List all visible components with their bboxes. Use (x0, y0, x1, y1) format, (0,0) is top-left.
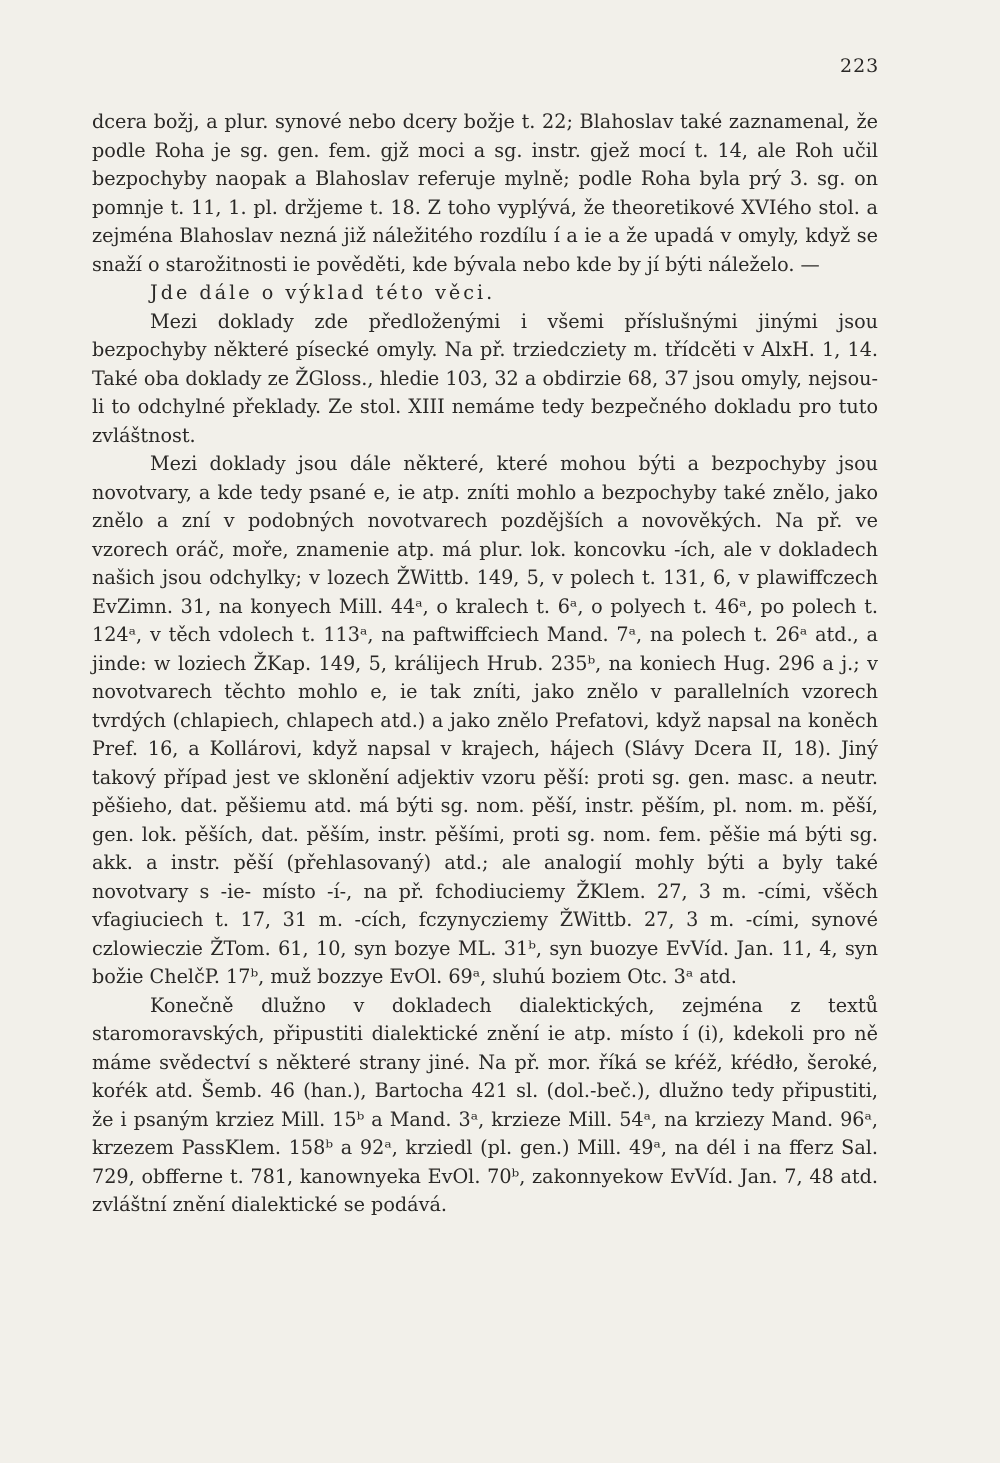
paragraph: Mezi doklady jsou dále některé, které mohou býti a bezpochyby jsou novotvary, a kde tedy psané e, ie atp. zníti mohlo a bezpochyby také znělo, jako znělo a zní v podobných novotvarech pozdějších a novověkých. Na př. ve vzorech oráč, moře, znamenie atp. má plur. lok. koncovku -ích, ale v dokladech našich jsou odchylky; v lozech ŽWittb. 149, 5, v polech t. 131, 6, v plawiffczech EvZimn. 31, na konyech Mill. 44ᵃ, o kralech t. 6ᵃ, o polyech t. 46ᵃ, po polech t. 124ᵃ, v těch vdolech t. 113ᵃ, na paftwiffciech Mand. 7ᵃ, na polech t. 26ᵃ atd., a jinde: w loziech ŽKap. 149, 5, králijech Hrub. 235ᵇ, na koniech Hug. 296 a j.; v novotvarech těchto mohlo e, ie tak zníti, jako znělo v parallelních vzorech tvrdých (chlapiech, chlapech atd.) a jako znělo Prefatovi, když napsal na koněch Pref. 16, a Kollárovi, když napsal v krajech, hájech (Slávy Dcera II, 18). Jiný takový případ jest ve sklonění adjektiv vzoru pěší: proti sg. gen. masc. a neutr. pěšieho, dat. pěšiemu atd. má býti sg. nom. pěší, instr. pěším, pl. nom. m. pěší, gen. lok. pěších, dat. pěším, instr. pěšími, proti sg. nom. fem. pěšie má býti sg. akk. a instr. pěší (přehlasovaný) atd.; ale analogií mohly býti a byly také novotvary s -ie- místo -í-, na př. fchodiuciemy ŽKlem. 27, 3 m. -cími, všěch vfagiuciech t. 17, 31 m. -cích, fczynycziemy ŽWittb. 27, 3 m. -cími, synové czlowieczie ŽTom. 61, 10, syn bozye ML. 31ᵇ, syn buozye EvVíd. Jan. 11, 4, syn božie ChelčP. 17ᵇ, muž bozzye EvOl. 69ᵃ, sluhú boziem Otc. 3ᵃ atd. (92, 452, 878, 988)
paragraph: Konečně dlužno v dokladech dialektických, zejména z textů staromoravských, připustiti dialektické znění ie atp. místo í (i), kdekoli pro ně máme svědectví s některé strany jiné. Na př. mor. říká se kŕéž, kŕédło, šeroké, koŕék atd. Šemb. 46 (han.), Bartocha 421 sl. (dol.-beč.), dlužno tedy připustiti, že i psaným krziez Mill. 15ᵇ a Mand. 3ᵃ, krzieze Mill. 54ᵃ, na krziezy Mand. 96ᵃ, krzezem PassKlem. 158ᵇ a 92ᵃ, krziedl (pl. gen.) Mill. 49ᵃ, na dél i na fferz Sal. 729, obfferne t. 781, kanownyeka EvOl. 70ᵇ, zakonnyekow EvVíd. Jan. 7, 48 atd. zvláštní znění dialektické se podává. (92, 993, 878, 1216)
body-text (92, 108, 878, 1220)
paragraph: dcera božj, a plur. synové nebo dcery božje t. 22; Blahoslav také zaznamenal, že podle Roha je sg. gen. fem. gjž moci a sg. instr. gjež mocí t. 14, ale Roh učil bezpochyby naopak a Blahoslav referuje mylně; podle Roha byla prý 3. sg. on pomnje t. 11, 1. pl. držjeme t. 18. Z toho vyplývá, že theoretikové XVIého stol. a zejména Blahoslav nezná již náležitého rozdílu í a ie a že upadá v omyly, když se snaží o starožitnosti ie pověděti, kde bývala nebo kde by jí býti náleželo. — (92, 110, 878, 276)
paragraph: Jde dále o výklad této věci. (150, 281, 496, 304)
paragraph: Mezi doklady zde předloženými i všemi příslušnými jinými jsou bezpochyby některé písecké omyly. Na př. trziedcziety m. třídcěti v AlxH. 1, 14. Také oba doklady ze ŽGloss., hledie 103, 32 a obdirzie 68, 37 jsou omyly, nejsou-li to odchylné překlady. Ze stol. XIII nemáme tedy bezpečného dokladu pro tuto zvláštnost. (92, 309, 878, 447)
page-number: 223 (840, 55, 880, 77)
